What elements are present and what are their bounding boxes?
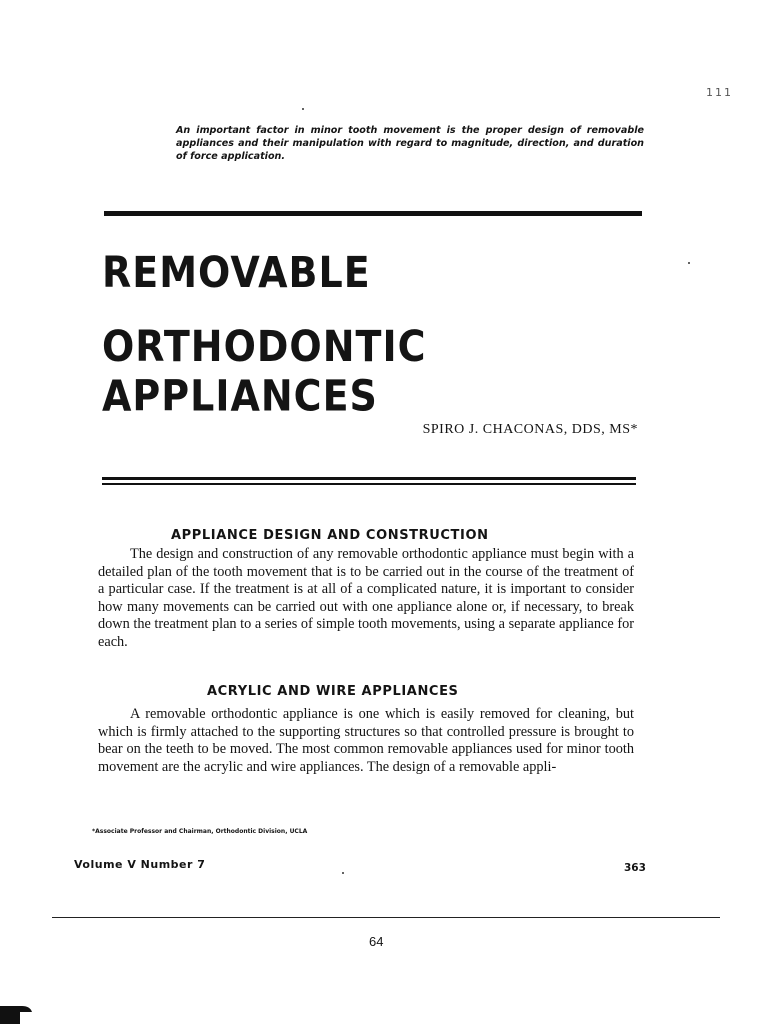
section-heading: ACRYLIC AND WIRE APPLIANCES <box>207 684 459 699</box>
top-rule <box>104 211 642 216</box>
author-line: SPIRO J. CHACONAS, DDS, MS* <box>422 422 638 437</box>
scan-page-number: 64 <box>369 934 384 949</box>
section-paragraph: The design and construction of any removable orthodontic appliance must begin with a detailed plan of the tooth movement that is to be carried out in the course of the treatment of a particular case. If the treatment is at all of a complicated nature, it is important to consider how many movements can be carried out with one appliance alone or, if necessary, to break down the treatment plan to a series of simple tooth movements, using a separate appliance for each. <box>98 546 634 650</box>
scan-speck <box>688 262 690 264</box>
flag-icon <box>0 1004 34 1028</box>
double-rule <box>102 477 636 485</box>
section-heading: APPLIANCE DESIGN AND CONSTRUCTION <box>171 528 489 543</box>
author-footnote: *Associate Professor and Chairman, Orthodontic Division, UCLA <box>92 828 308 835</box>
journal-page-number: 363 <box>624 862 646 874</box>
scan-speck <box>342 872 344 874</box>
bottom-divider <box>52 917 720 918</box>
corner-mark: 111 <box>706 86 733 99</box>
section-paragraph: A removable orthodontic appliance is one which is easily removed for cleaning, but which is firmly attached to the supporting structures so that controlled pressure is brought to bear on the teeth to be moved. The most common removable appliances used for minor tooth movement are the acrylic and wire appliances. The design of a removable appli- <box>98 706 634 775</box>
journal-info: Volume V Number 7 <box>74 858 206 871</box>
intro-abstract: An important factor in minor tooth movement is the proper design of removable appliances and their manipulation with regard to magnitude, direction, and duration of force application. <box>176 125 644 162</box>
article-title-line1: REMOVABLE <box>102 248 371 298</box>
article-title-line2: ORTHODONTIC APPLIANCES <box>102 322 427 421</box>
scan-speck <box>302 108 304 110</box>
